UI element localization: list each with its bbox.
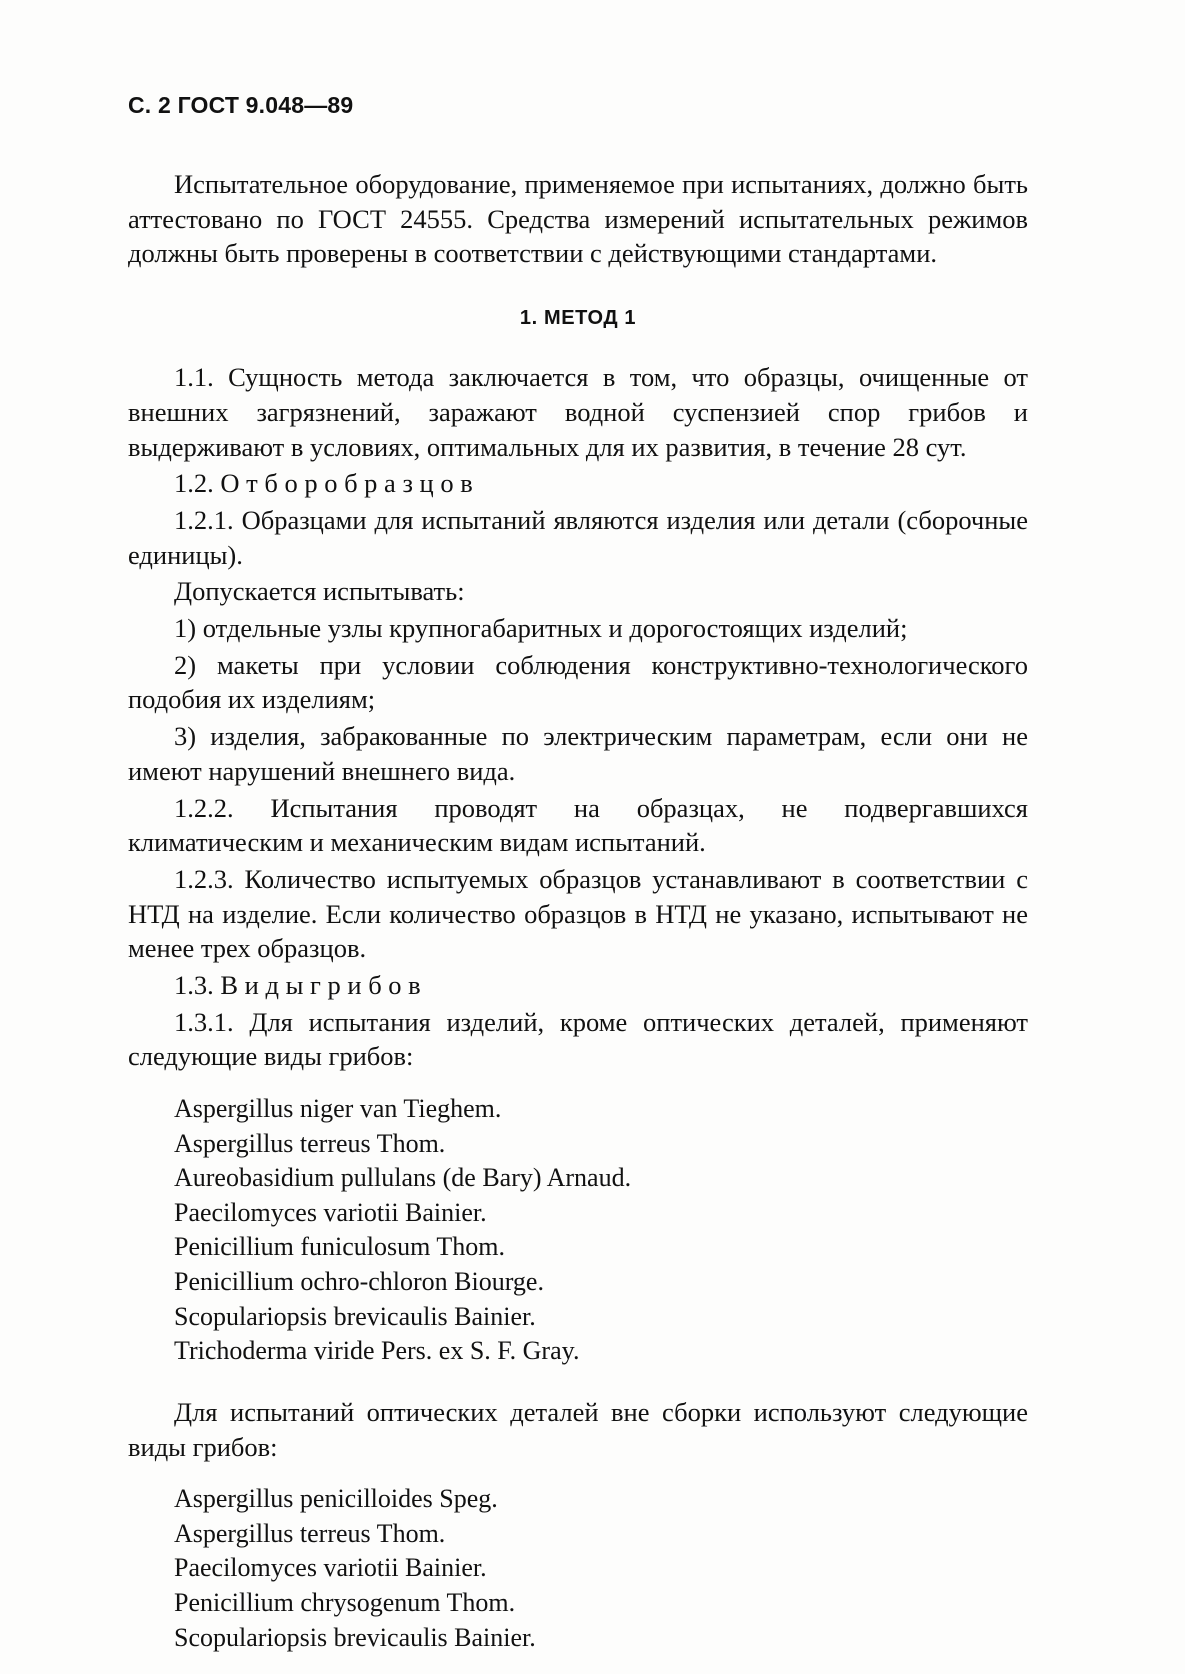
list-item: Paecilomyces variotii Bainier. [174,1197,487,1227]
list-item: Scopulariopsis brevicaulis Bainier. [174,1301,536,1331]
page-content [128,92,1028,1655]
list-item: Trichoderma viride Pers. ex S. F. Gray. [174,1336,580,1366]
list-item: Aspergillus penicilloides Speg. [174,1484,498,1514]
clause-1-1: 1.1. Сущность метода заключается в том, что образцы, очищенные от внешних загрязнений, заражают водной суспензией спор грибов и выдерживают в условиях, оптимальных для их развития, в течение 28 сут. [128,362,1028,462]
list-item: Aspergillus terreus Thom. [174,1128,446,1158]
list-item: Aspergillus niger van Tieghem. [174,1094,502,1124]
clause-1-2-heading: 1.2. О т б о р о б р а з ц о в [174,468,473,499]
allowed-item-2: 2) макеты при условии соблюдения конструктивно-технологического подобия их изделиям; [128,649,1028,715]
intro-paragraph: Испытательное оборудование, применяемое при испытаниях, должно быть аттестовано по ГОСТ 24555. Средства измерений испытательных режимов должны быть проверены в соответствии с действующими стандартами. [128,169,1028,269]
allowed-item-1: 1) отдельные узлы крупногабаритных и дорогостоящих изделий; [174,613,908,644]
section-title: 1. МЕТОД 1 [519,307,637,330]
allowed-item-3: 3) изделия, забракованные по электрическим параметрам, если они не имеют нарушений внешнего вида. [128,721,1028,786]
list-item: Penicillium chrysogenum Thom. [174,1587,516,1617]
list-item: Paecilomyces variotii Bainier. [174,1553,487,1583]
list-item: Scopulariopsis brevicaulis Bainier. [174,1622,536,1652]
clause-allowed-intro: Допускается испытывать: [174,576,465,607]
fungi-list-optical [128,1482,1028,1655]
optical-intro-paragraph: Для испытаний оптических деталей вне сборки используют следующие виды грибов: [128,1396,1028,1462]
page-header: С. 2 ГОСТ 9.048—89 [128,92,354,118]
clause-1-3-1: 1.3.1. Для испытания изделий, кроме оптических деталей, применяют следующие виды грибов: [128,1006,1028,1072]
list-item: Aureobasidium pullulans (de Bary) Arnaud. [174,1163,632,1193]
clause-1-3-heading: 1.3. В и д ы г р и б о в [174,970,421,1001]
clause-1-2-2: 1.2.2. Испытания проводят на образцах, не подвергавшихся климатическим и механическим видам испытаний. [128,792,1028,858]
clause-1-2-1: 1.2.1. Образцами для испытаний являются изделия или детали (сборочные единицы). [128,504,1028,570]
list-item: Aspergillus terreus Thom. [174,1518,446,1548]
list-item: Penicillium funiculosum Thom. [174,1232,506,1262]
optical-block [128,1395,1028,1655]
list-item: Penicillium ochro-chloron Biourge. [174,1267,544,1297]
fungi-list-general [128,1092,1028,1369]
clause-1-2-3: 1.2.3. Количество испытуемых образцов устанавливают в соответствии с НТД на изделие. Если количество образцов в НТД не указано, испытывают не менее трех образцов. [128,863,1028,964]
